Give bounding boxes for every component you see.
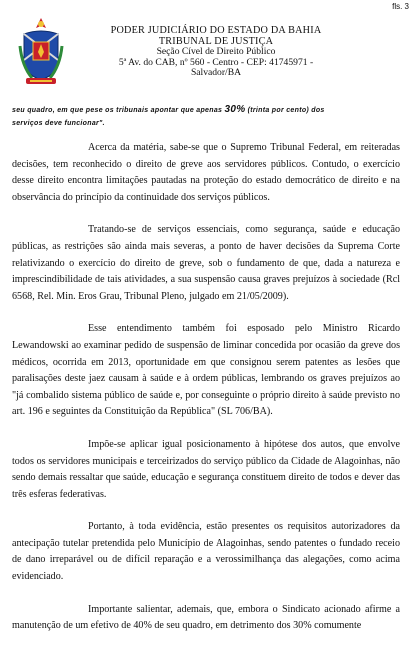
paragraph: Portanto, à toda evidência, estão presentes os requisitos autorizadores da antecipação tutelar pretendida pelo Município de Alagoinhas, sendo patentes o fundado receio de dano irreparável ou de difícil reparação e a verossimilhança das alegações, como acima evidenciado.	[12, 521, 400, 583]
carry-over-line-1	[12, 103, 400, 117]
header-line-section: Seção Cível de Direito Público	[156, 46, 276, 58]
court-identification	[66, 26, 366, 79]
header-line-address: 5ª Av. do CAB, nº 560 - Centro - CEP: 41745971 -	[118, 56, 314, 68]
coat-of-arms-icon	[18, 16, 64, 88]
carry-over-line-2: serviços deve funcionar".	[12, 120, 105, 127]
document-header	[0, 12, 413, 98]
header-line-tribunal: TRIBUNAL DE JUSTIÇA	[158, 35, 274, 47]
carry-over-text-1: seu quadro, em que pese os tribunais apontar que apenas	[12, 107, 225, 114]
document-body	[12, 140, 400, 651]
paragraph: Importante salientar, ademais, que, embora o Sindicato acionado afirme a manutenção de um efetivo de 40% de seu quadro, em detrimento dos 30% comumente	[12, 603, 400, 632]
header-line-city: Salvador/BA	[190, 67, 242, 79]
paragraph: Acerca da matéria, sabe-se que o Supremo Tribunal Federal, em reiteradas decisões, tem reconhecido o direito de greve aos servidores públicos. Contudo, o exercício desse direito encontra limitações pautadas na proteção do estado democrático de direito e na observância do princípio da continuidade dos serviços públicos.	[12, 142, 400, 203]
paragraph: Esse entendimento também foi esposado pelo Ministro Ricardo Lewandowski ao examinar pedido de suspensão de liminar concedida por ocasião da greve dos médicos, ocorrida em 2013, oportunidade em que consignou serem patentes as lesões que paralisações deste jaez causam à saúde e à ordem públicas, lembrando os graves prejuízos ao "já combalido sistema público de saúde e, por conseguinte o próprio direito à saúde previsto no art. 196 e seguintes da Constituição da República" (SL 706/BA).	[12, 323, 400, 418]
paragraph: Impõe-se aplicar igual posicionamento à hipótese dos autos, que envolve todos os servidores municipais e terceirizados do serviço público da Cidade de Alagoinhas, não sendo demais ressaltar que saúde, educação e segurança constituem direito de todos e dever das três esferas federativas.	[12, 438, 400, 500]
page-number: fls. 3	[392, 2, 409, 11]
carry-over-text-2: (trinta por cento) dos	[245, 107, 325, 114]
paragraph: Tratando-se de serviços essenciais, como segurança, saúde e educação públicas, as restrições são ainda mais severas, a ponto de haver decisões da Suprema Corte relativizando o exercício do direito de greve, sob o fundamento de que, dada a natureza e imprescindibilidade de tais atividades, a sua suspensão causa graves prejuízos à sociedade (Rcl 6568, Rel. Min. Eros Grau, Tribunal Pleno, julgado em 21/05/2009).	[12, 224, 400, 302]
carry-over-emphasis: 30%	[224, 104, 246, 115]
header-line-court: PODER JUDICIÁRIO DO ESTADO DA BAHIA	[110, 25, 322, 36]
carry-over-quote	[12, 103, 400, 130]
